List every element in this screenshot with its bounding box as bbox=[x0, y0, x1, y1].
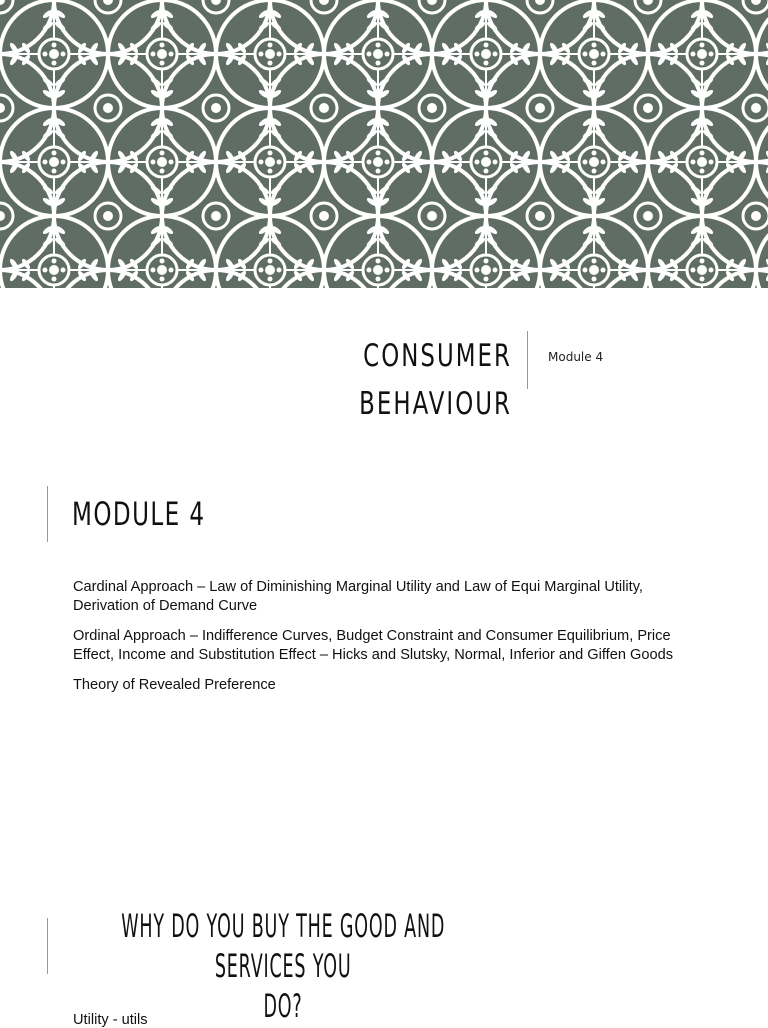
section-accent-bar bbox=[47, 486, 48, 542]
section-accent-bar bbox=[47, 918, 48, 974]
why-heading-line1: WHY DO YOU BUY THE GOOD AND SERVICES YOU bbox=[121, 907, 446, 985]
why-heading-line2: DO? bbox=[263, 987, 303, 1025]
presentation-title: CONSUMER BEHAVIOUR bbox=[359, 338, 512, 422]
decorative-banner bbox=[0, 0, 768, 288]
topic-item: Theory of Revealed Preference bbox=[73, 677, 276, 693]
topic-item: Cardinal Approach – Law of Diminishing Marginal Utility and Law of Equi Marginal Utility, Derivation of Demand Curve bbox=[73, 579, 643, 614]
topic-item: Ordinal Approach – Indifference Curves, Budget Constraint and Consumer Equilibrium, Price Effect, Income and Substitution Effect – Hicks and Slutsky, Normal, Inferior and Giffen Goods bbox=[73, 628, 673, 663]
module-topic-list bbox=[73, 578, 673, 706]
why-heading bbox=[60, 906, 506, 1026]
utility-text: Utility - utils bbox=[73, 1012, 148, 1028]
presentation-subtitle: Module 4 bbox=[548, 350, 604, 364]
title-divider bbox=[527, 331, 528, 389]
module-heading: MODULE 4 bbox=[72, 495, 206, 533]
leaf-lattice-pattern bbox=[0, 0, 768, 288]
